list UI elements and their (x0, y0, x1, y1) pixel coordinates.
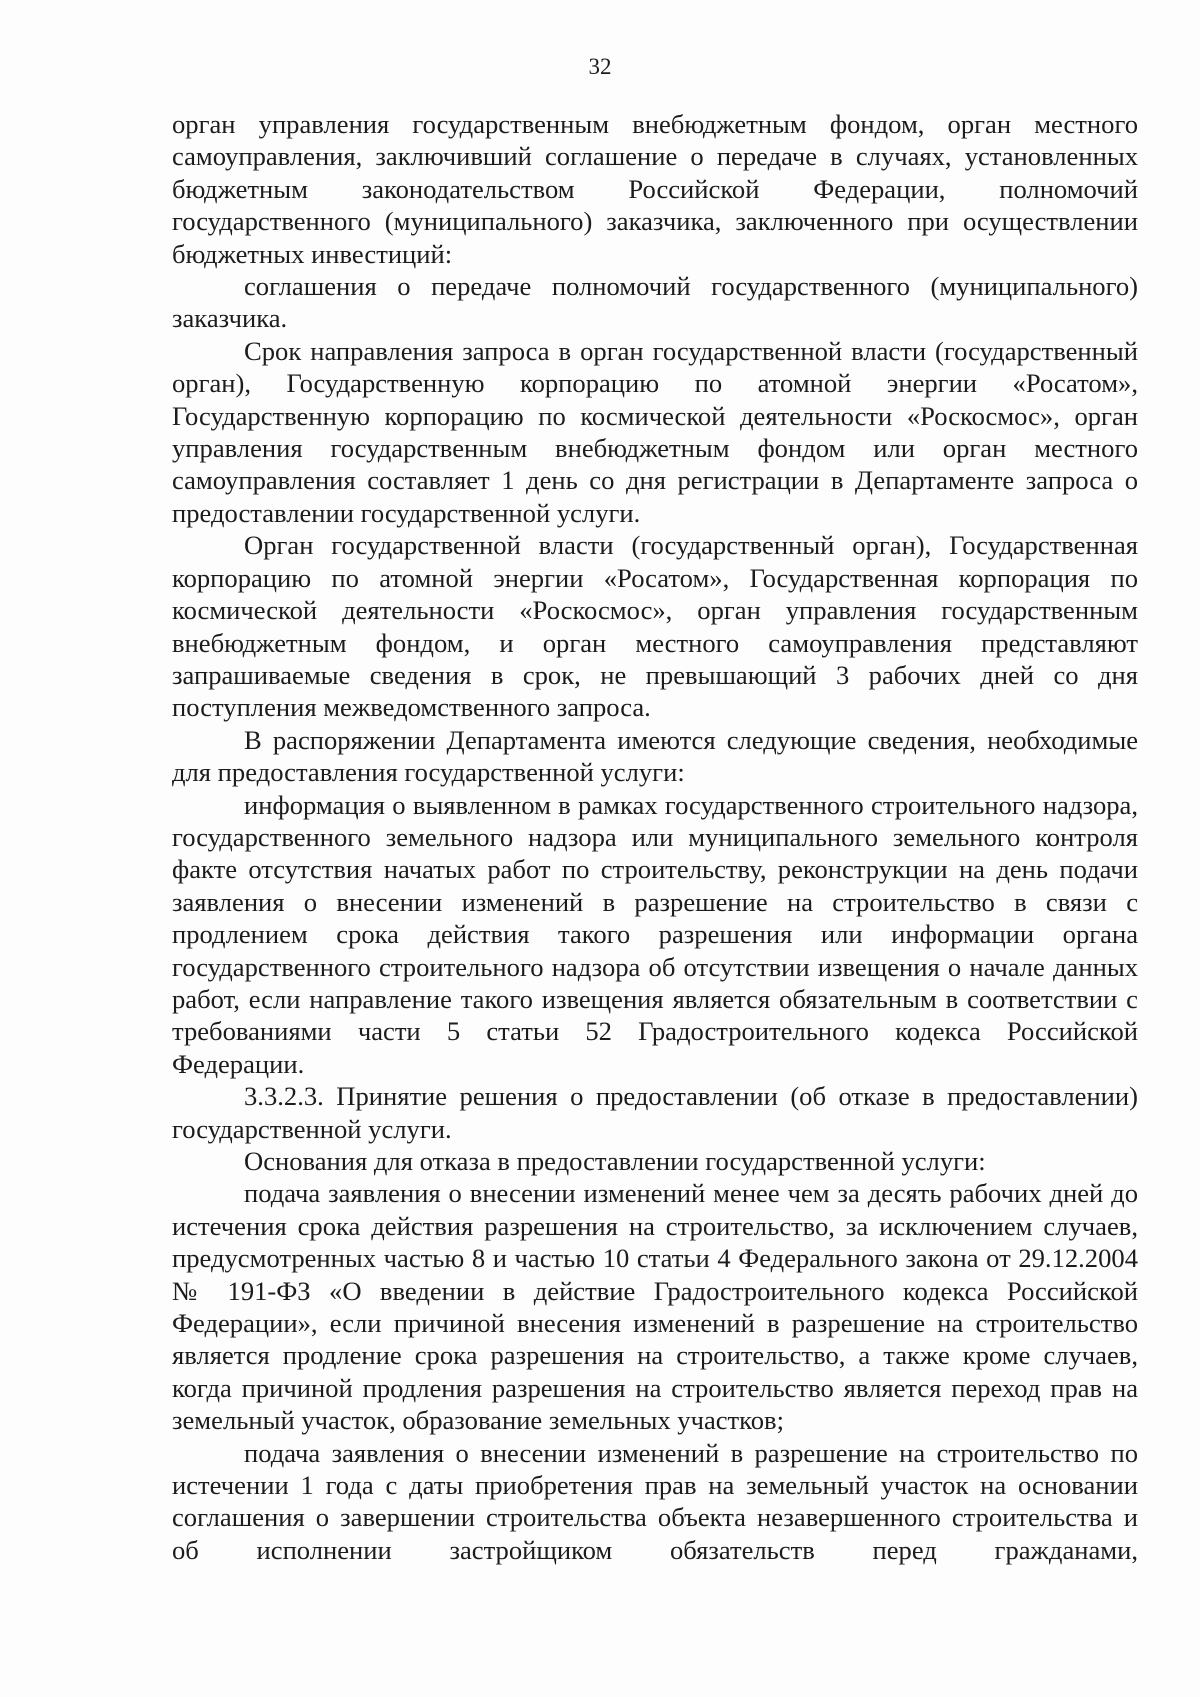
paragraph-9: подача заявления о внесении изменений менее чем за десять рабочих дней до истечения срока действия разрешения на строительство, за исключением случаев, предусмотренных частью 8 и частью 10 статьи 4 Федерального закона от 29.12.2004 № 191-ФЗ «О введении в действие Градостроительного кодекса Российской Федерации», если причиной внесения изменений в разрешение на строительство является продление срока разрешения на строительство, а также кроме случаев, когда причиной продления разрешения на строительство является переход прав на земельный участок, образование земельных участков; (172, 1178, 1138, 1436)
page-number: 32 (588, 54, 612, 79)
paragraph-2: соглашения о передаче полномочий государственного (муниципального) заказчика. (172, 271, 1138, 334)
document-body (172, 108, 1138, 1566)
paragraph-1: орган управления государственным внебюджетным фондом, орган местного самоуправления, заключивший соглашение о передаче в случаях, установленных бюджетным законодательством Российской Федерации, полномочий государственного (муниципального) заказчика, заключенного при осуществлении бюджетных инвестиций: (172, 109, 1138, 269)
paragraph-10: подача заявления о внесении изменений в разрешение на строительство по истечении 1 года с даты приобретения прав на земельный участок на основании соглашения о завершении строительства объекта незавершенного строительства и об исполнении застройщиком обязательств перед гражданами, (172, 1437, 1138, 1565)
paragraph-8: Основания для отказа в предоставлении государственной услуги: (244, 1146, 986, 1176)
paragraph-4: Орган государственной власти (государственный орган), Государственная корпорацию по атомной энергии «Росатом», Государственная корпорация по космической деятельности «Роскосмос», орган управления государственным внебюджетным фондом, и орган местного самоуправления представляют запрашиваемые сведения в срок, не превышающий 3 рабочих дней со дня поступления межведомственного запроса. (172, 530, 1138, 723)
paragraph-5: В распоряжении Департамента имеются следующие сведения, необходимые для предоставления государственной услуги: (172, 724, 1138, 788)
paragraph-7: 3.3.2.3. Принятие решения о предоставлении (об отказе в предоставлении) государственной услуги. (172, 1081, 1138, 1144)
paragraph-6: информация о выявленном в рамках государственного строительного надзора, государственного земельного надзора или муниципального земельного контроля факте отсутствия начатых работ по строительству, реконструкции на день подачи заявления о внесении изменений в разрешение на строительство в связи с продлением срока действия такого разрешения или информации органа государственного строительного надзора об отсутствии извещения о начале данных работ, если направление такого извещения является обязательным в соответствии с требованиями части 5 статьи 52 Градостроительного кодекса Российской Федерации. (172, 789, 1138, 1079)
paragraph-3: Срок направления запроса в орган государственной власти (государственный орган), Государственную корпорацию по атомной энергии «Росатом», Государственную корпорацию по космической деятельности «Роскосмос», орган управления государственным внебюджетным фондом или орган местного самоуправления составляет 1 день со дня регистрации в Департаменте запроса о предоставлении государственной услуги. (172, 335, 1138, 528)
